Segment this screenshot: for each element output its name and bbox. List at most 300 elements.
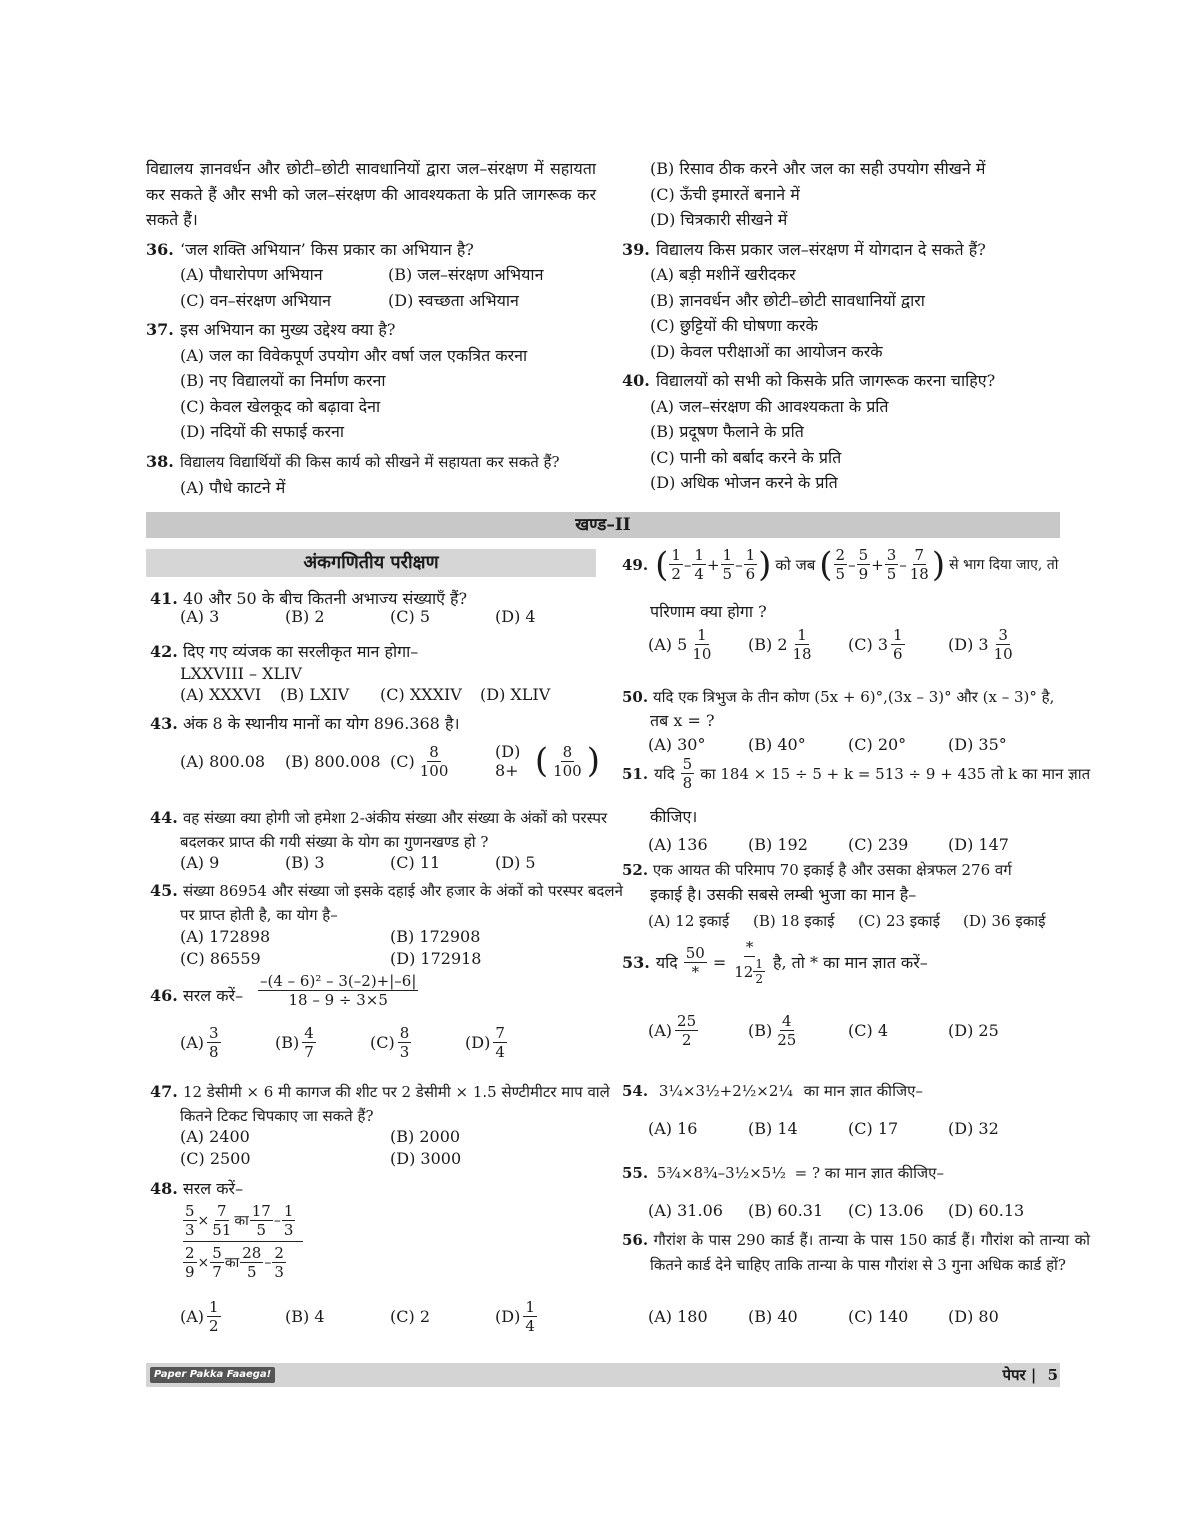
option-b: (B) 4 [285, 1307, 325, 1326]
fraction [551, 743, 584, 780]
option-label: (D) 3 [948, 635, 989, 654]
denominator: 3 [399, 1043, 410, 1061]
question-48 [150, 1178, 243, 1200]
numerator: 4 [782, 1012, 792, 1030]
denominator: 9 [858, 565, 869, 583]
paren-open: ( [655, 544, 669, 585]
question-44 [150, 806, 630, 854]
option-b: (B) जल–संरक्षण अभियान [388, 265, 544, 284]
fraction [302, 1024, 316, 1061]
math-expression: 5¾×8¾–3½×5½ [656, 1164, 786, 1182]
question-number: 37. [146, 320, 174, 339]
denominator: 2 [671, 565, 681, 583]
question-number: 45. [150, 881, 178, 900]
option-a: (A) बड़ी मशीनें खरीदकर [650, 265, 796, 284]
option-b: (B) रिसाव ठीक करने और जल का सही उपयोग सीखने में [650, 159, 986, 178]
options-44 [180, 852, 600, 874]
option-a: (A) 16 [648, 1119, 698, 1138]
denominator: 7 [212, 1263, 222, 1281]
option-d: (D) 3000 [390, 1149, 462, 1168]
option-b: (B) ज्ञानवर्धन और छोटी–छोटी सावधानियों द्वारा [650, 290, 925, 310]
option-c: (C) 2 [390, 1307, 430, 1326]
numerator: 5 [212, 1244, 222, 1262]
option-a: (A) पौधे काटने में [180, 478, 286, 497]
numerator: 5 [858, 546, 869, 564]
option-c: (C) 5 [390, 607, 430, 626]
option-c [370, 1024, 465, 1061]
option-d: (D) नदियों की सफाई करना [180, 422, 345, 441]
footer-bar [146, 1363, 1060, 1387]
fraction [207, 1024, 221, 1061]
question-40 [622, 368, 1062, 394]
question-number: 51. [622, 764, 649, 783]
question-text: संख्या 86954 और संख्या जो इसके दहाई और हजार के अंकों को परस्पर बदलने पर प्राप्त होती है, का योग है– [180, 882, 623, 924]
option-d: (D) 4 [495, 607, 536, 626]
fraction [885, 546, 899, 583]
question-number: 49. [622, 555, 649, 574]
question-text: विद्यालय किस प्रकार जल–संरक्षण में योगदान दे सकते हैं? [656, 239, 986, 259]
denominator: 10 [993, 645, 1013, 663]
fraction [753, 957, 765, 986]
question-text: विद्यालय विद्यार्थियों की किस कार्य को सीखने में सहायता कर सकते हैं? [180, 452, 560, 471]
option-b [748, 626, 848, 663]
question-text: इस अभियान का मुख्य उद्देश्य क्या है? [180, 320, 396, 339]
denominator: 2 [755, 972, 763, 986]
denominator: 2 [209, 1317, 219, 1335]
compound-denominator: $\frac{2}{9}$ × $\frac{5}{7}$ का $\frac{28}{5}$ – $\frac{2}{3}$ [185, 1244, 284, 1281]
top-left-column [146, 156, 596, 501]
denominator: 25 [777, 1031, 797, 1049]
question-number: 53. [622, 952, 650, 972]
option-d: (D) 32 [948, 1119, 999, 1138]
option-c-label: (C) [390, 751, 415, 771]
question-number: 46. [150, 986, 178, 1005]
option-b [275, 1024, 370, 1061]
denominator: 4 [694, 565, 704, 583]
options-38-part1 [146, 475, 596, 501]
option-a: (A) 800.08 [180, 751, 266, 771]
question-number: 40. [622, 371, 650, 390]
fraction [690, 626, 713, 663]
options-56 [648, 1306, 1048, 1328]
fraction [744, 546, 758, 583]
option-c: (C) 140 [848, 1307, 909, 1326]
option-d: (D) अधिक भोजन करने के प्रति [650, 473, 838, 492]
options-48 [180, 1298, 600, 1335]
option-label: (D) [465, 1033, 491, 1052]
fraction [732, 938, 767, 986]
option-b: (B) 14 [748, 1119, 798, 1138]
numerator: 50 [685, 943, 705, 962]
question-50-line2: तब x = ? [650, 711, 715, 730]
question-text: = ? का मान ज्ञात कीजिए– [794, 1164, 944, 1182]
option-d: (D) 147 [948, 835, 1009, 854]
options-53 [648, 1012, 1048, 1049]
question-46 [150, 985, 243, 1007]
options-47 [180, 1126, 600, 1170]
denominator: 5 [722, 565, 733, 583]
math-expression: 3¼×3½+2½×2¼ [658, 1082, 793, 1100]
option-b: (B) 40 [748, 1307, 798, 1326]
option-a: (A) 2400 [180, 1127, 250, 1146]
question-text: सरल करें– [182, 986, 244, 1005]
question-text: यदि एक त्रिभुज के तीन कोण (5x + 6)°,(3x – 3)° और (x – 3)° है, [652, 688, 1055, 706]
numerator: 1 [745, 546, 756, 564]
option-c: (C) 17 [848, 1119, 899, 1138]
question-55 [622, 1162, 944, 1184]
option-a: (A) जल–संरक्षण की आवश्यकता के प्रति [650, 396, 889, 416]
numerator: 1 [755, 957, 763, 971]
fraction [681, 755, 695, 792]
numerator: 17 [251, 1202, 271, 1220]
options-50 [648, 734, 1048, 756]
question-53 [622, 938, 928, 986]
options-46 [180, 1024, 560, 1061]
whole-part: 12 [734, 962, 754, 981]
numerator: 8 [399, 1024, 410, 1042]
numerator: 3 [886, 546, 897, 564]
option-a: (A) XXXVI [180, 685, 262, 704]
option-c: (C) पानी को बर्बाद करने के प्रति [650, 447, 842, 467]
question-text: अंक 8 के स्थानीय मानों का योग 896.368 है। [182, 714, 460, 733]
question-52-line2: इकाई है। उसकी सबसे लम्बी भुजा का मान है– [650, 885, 917, 904]
option-a: (A) 12 इकाई [648, 912, 730, 930]
option-a: (A) 180 [648, 1307, 708, 1326]
paren-close: ) [931, 544, 946, 585]
numerator: 4 [304, 1024, 314, 1042]
denominator: 3 [274, 1263, 284, 1281]
fraction [282, 1202, 296, 1239]
option-c: (C) 13.06 [848, 1201, 924, 1220]
compound-fraction [183, 1202, 303, 1281]
numerator: 1 [671, 546, 681, 564]
option-d [495, 1298, 600, 1335]
denominator: 6 [745, 565, 756, 583]
question-text-part2: से भाग दिया जाए, तो [949, 557, 1059, 573]
numerator: 25 [677, 1012, 697, 1030]
question-number: 48. [150, 1179, 178, 1198]
denominator: 3 [185, 1221, 195, 1239]
options-36 [146, 262, 596, 313]
fraction [183, 1244, 197, 1281]
option-d: (D) 36 इकाई [963, 912, 1046, 930]
numerator: 3 [209, 1024, 219, 1042]
option-b: (B) 2000 [390, 1127, 461, 1146]
question-text: का मान ज्ञात कीजिए– [803, 1082, 923, 1100]
options-52 [648, 910, 1068, 932]
question-text: का 184 × 15 ÷ 5 + k = 513 ÷ 9 + 435 तो k का मान ज्ञात [700, 764, 1091, 783]
fraction [240, 1244, 263, 1281]
option-c [390, 743, 495, 780]
option-c: (C) 239 [848, 835, 909, 854]
denominator: 5 [256, 1221, 267, 1239]
question-text: गौरांश के पास 290 कार्ड हैं। तान्या के पास 150 कार्ड हैं। गौरांश को तान्या को कितने कार्ड देने चाहिए ताकि तान्या के पास गौरांश से 3 गुना अधिक कार्ड हों? [650, 1231, 1090, 1274]
option-b [748, 1012, 848, 1049]
option-c: (C) 86559 [180, 949, 261, 968]
option-c: (C) 11 [390, 853, 441, 872]
compound-numerator: $\frac{5}{3}$ × $\frac{7}{51}$ का $\frac{17}{5}$ – $\frac{1}{3}$ [183, 1202, 303, 1242]
option-d [495, 742, 600, 780]
ka-word: का [224, 1255, 240, 1271]
option-d: (D) स्वच्छता अभियान [388, 290, 519, 310]
question-number: 52. [622, 861, 649, 879]
question-prefix: यदि [654, 764, 675, 783]
options-54 [648, 1118, 1048, 1140]
question-number: 54. [622, 1082, 649, 1100]
subsection-header: अंकगणितीय परीक्षण [146, 549, 596, 577]
option-c: (C) 4 [848, 1021, 888, 1040]
option-label: (A) [180, 1033, 205, 1052]
option-b: (B) 60.31 [748, 1201, 824, 1220]
option-a: (A) 31.06 [648, 1201, 723, 1220]
options-40 [622, 394, 1062, 496]
option-a [648, 1012, 748, 1049]
denominator: 6 [893, 645, 903, 663]
numerator: 5 [682, 755, 693, 773]
option-d-label: (D) 8+ [495, 742, 521, 780]
numerator: 5 [185, 1202, 195, 1220]
fraction [493, 1024, 507, 1061]
numerator: 1 [694, 546, 704, 564]
question-number: 43. [150, 714, 178, 733]
fraction [834, 546, 848, 583]
fraction [721, 546, 735, 583]
numerator: 2 [835, 546, 846, 564]
option-c [848, 626, 948, 663]
option-d: (D) XLIV [480, 685, 551, 704]
option-a: (A) पौधारोपण अभियान [180, 265, 323, 284]
question-text: सरल करें– [182, 1179, 244, 1198]
question-51-line2: कीजिए। [650, 807, 698, 826]
numerator: 2 [185, 1244, 195, 1262]
fraction [908, 546, 931, 583]
denominator: 18 [792, 645, 812, 663]
numerator: 1 [697, 626, 707, 644]
option-b: (B) 2 [285, 607, 325, 626]
paren-open: ( [819, 544, 833, 585]
top-right-column [622, 156, 1062, 496]
question-text: है, तो * का मान ज्ञात करें– [773, 953, 928, 972]
numerator: 1 [209, 1298, 219, 1316]
option-a: (A) 172898 [180, 927, 271, 946]
options-51 [648, 834, 1048, 856]
denominator: 4 [525, 1317, 535, 1335]
option-label: (A) 5 [648, 635, 688, 654]
numerator: 1 [283, 1202, 294, 1220]
denominator: 7 [304, 1043, 314, 1061]
numerator: 7 [217, 1202, 227, 1220]
section-header: खण्ड–II [146, 512, 1060, 538]
question-49-line2: परिणाम क्या होगा ? [650, 602, 767, 621]
question-51 [622, 755, 1090, 792]
option-label: (B) 2 [748, 635, 788, 654]
numerator: 28 [242, 1244, 262, 1262]
fraction [791, 626, 814, 663]
option-c: (C) ऊँची इमारतें बनाने में [650, 184, 800, 204]
question-37 [146, 317, 596, 343]
denominator [732, 957, 767, 986]
fraction [684, 944, 707, 981]
fraction [692, 546, 706, 583]
numerator: 1 [797, 626, 807, 644]
option-label: (B) [748, 1021, 773, 1040]
numerator: 8 [562, 742, 573, 761]
denominator: 5 [835, 565, 846, 583]
option-c: (C) केवल खेलकूद को बढ़ावा देना [180, 396, 381, 416]
options-38-part2 [622, 156, 1062, 233]
option-b: (B) 40° [748, 735, 806, 754]
question-52 [622, 859, 1012, 881]
paren-close: ) [758, 544, 772, 585]
numerator: 7 [914, 546, 925, 564]
fraction [675, 1012, 698, 1049]
question-38 [146, 449, 596, 476]
option-c: (C) XXXIV [380, 685, 462, 704]
question-prefix: यदि [655, 953, 678, 972]
option-b: (B) 172908 [390, 927, 481, 946]
option-a [180, 1298, 285, 1335]
paren-open: ( [534, 741, 549, 781]
fraction [775, 1012, 798, 1049]
question-54 [622, 1080, 923, 1102]
options-49 [648, 626, 1048, 663]
option-c: (C) 2500 [180, 1149, 251, 1168]
question-39 [622, 237, 1062, 263]
numerator: 7 [495, 1024, 505, 1042]
intro-paragraph: विद्यालय ज्ञानवर्धन और छोटी–छोटी सावधानियों द्वारा जल–संरक्षण में सहायता कर सकते हैं और सभी को जल–संरक्षण की आवश्यकता के प्रति जागरूक कर सकते हैं। [146, 159, 596, 229]
denominator: 18 – 9 ÷ 3×5 [288, 991, 388, 1009]
question-number: 36. [146, 239, 174, 259]
paren-close: ) [586, 741, 600, 781]
denominator: 8 [682, 774, 693, 792]
denominator: 4 [495, 1043, 505, 1061]
option-b: (B) 800.008 [285, 751, 381, 771]
question-text: 40 और 50 के बीच कितनी अभाज्य संख्याएँ हैं? [182, 589, 468, 608]
fraction [272, 1244, 286, 1281]
option-a: (A) 136 [648, 835, 708, 854]
numerator: 1 [525, 1298, 535, 1316]
fraction [523, 1298, 537, 1335]
option-d: (D) 172918 [390, 949, 482, 968]
denominator: 5 [886, 565, 897, 583]
question-text: विद्यालयों को सभी को किसके प्रति जागरूक करना चाहिए? [656, 371, 996, 390]
options-43 [180, 742, 600, 780]
option-a [180, 1024, 275, 1061]
option-label: (A) [180, 1307, 205, 1326]
option-b: (B) 192 [748, 835, 808, 854]
denominator: 2 [681, 1031, 692, 1049]
fraction [250, 1202, 273, 1239]
numerator: * [745, 938, 754, 956]
option-d: (D) केवल परीक्षाओं का आयोजन करके [650, 341, 883, 361]
option-d: (D) चित्रकारी सीखने में [650, 210, 788, 229]
options-42 [180, 684, 580, 706]
fraction [183, 1202, 197, 1239]
option-d: (D) 25 [948, 1021, 999, 1040]
option-label: (A) [648, 1021, 673, 1040]
page-label: पेपर | [1002, 1366, 1037, 1384]
question-42 [150, 641, 418, 663]
denominator: 10 [692, 645, 712, 663]
question-45 [150, 879, 630, 927]
denominator: 18 [909, 565, 929, 583]
options-41 [180, 606, 600, 628]
equals-sign: = [712, 952, 727, 972]
denominator: 3 [283, 1221, 294, 1239]
fraction [857, 546, 871, 583]
page-number [1002, 1366, 1058, 1384]
question-text: 12 डेसीमी × 6 मी कागज की शीट पर 2 डेसीमी × 1.5 सेण्टीमीटर माप वाले कितने टिकट चिपकाए जा सकते हैं? [180, 1083, 610, 1125]
option-a [648, 626, 748, 663]
question-number: 55. [622, 1164, 649, 1182]
fraction [891, 626, 905, 663]
question-36 [146, 237, 596, 263]
fraction [992, 626, 1015, 663]
fraction [398, 1024, 412, 1061]
option-b: (B) LXIV [280, 685, 350, 704]
question-text: एक आयत की परिमाप 70 इकाई है और उसका क्षेत्रफल 276 वर्ग [652, 861, 1012, 879]
fraction [207, 1298, 221, 1335]
option-a: (A) 30° [648, 735, 706, 754]
fraction [210, 1244, 224, 1281]
option-b: (B) 3 [285, 853, 325, 872]
question-number: 42. [150, 642, 178, 661]
question-number: 38. [146, 451, 174, 471]
numerator: 1 [893, 626, 903, 644]
denominator: 51 [212, 1221, 232, 1239]
question-49: 49. ( $\frac{1}{2}$ – $\frac{1}{4}$ + $\frac{1}{5}$ – $\frac{1}{6}$ ) को जब ( $\frac{2}{5}$ – $\frac{5}{9}$ + $\frac{3}{5}$ – $\frac{7}{18}$ ) से भाग दिया जाए, तो [622, 544, 1059, 585]
option-a: (A) 3 [180, 607, 220, 626]
denominator: 8 [209, 1043, 219, 1061]
question-number: 47. [150, 1082, 178, 1101]
ka-word: का [234, 1213, 249, 1229]
option-d: (D) 80 [948, 1307, 999, 1326]
denominator: 5 [246, 1263, 257, 1281]
question-text: वह संख्या क्या होगी जो हमेशा 2-अंकीय संख्या और संख्या के अंकों को परस्पर बदलकर प्राप्त की गयी संख्या के योग का गुणनखण्ड हो ? [180, 809, 608, 851]
options-55 [648, 1200, 1048, 1222]
options-37 [146, 343, 596, 445]
question-43 [150, 713, 460, 735]
fraction [210, 1202, 233, 1239]
numerator: 8 [429, 742, 439, 761]
fraction [418, 743, 451, 780]
denominator: * [691, 962, 700, 981]
denominator: 100 [419, 761, 449, 780]
option-d [465, 1024, 560, 1061]
denominator: 9 [185, 1263, 195, 1281]
option-d: (D) 35° [948, 735, 1007, 754]
question-50 [622, 686, 1054, 708]
question-text-part1: को जब [775, 555, 816, 574]
option-b: (B) प्रदूषण फैलाने के प्रति [650, 422, 804, 441]
option-c: (C) 23 इकाई [858, 912, 940, 930]
question-text: दिए गए व्यंजक का सरलीकृत मान होगा– [182, 642, 419, 661]
option-label: (D) [495, 1307, 521, 1326]
option-label: (B) [275, 1033, 300, 1052]
numerator: 1 [722, 546, 733, 564]
option-c: (C) वन–संरक्षण अभियान [180, 290, 331, 310]
fraction [669, 546, 683, 583]
numerator: 3 [998, 626, 1008, 644]
option-d: (D) 5 [495, 853, 536, 872]
numerator: 2 [274, 1244, 284, 1262]
question-number: 44. [150, 808, 178, 827]
question-number: 39. [622, 239, 650, 259]
roman-expression: LXXVIII – XLIV [180, 664, 302, 683]
option-b: (B) नए विद्यालयों का निर्माण करना [180, 371, 386, 390]
option-b: (B) 18 इकाई [753, 912, 835, 930]
option-c: (C) 20° [848, 735, 907, 754]
